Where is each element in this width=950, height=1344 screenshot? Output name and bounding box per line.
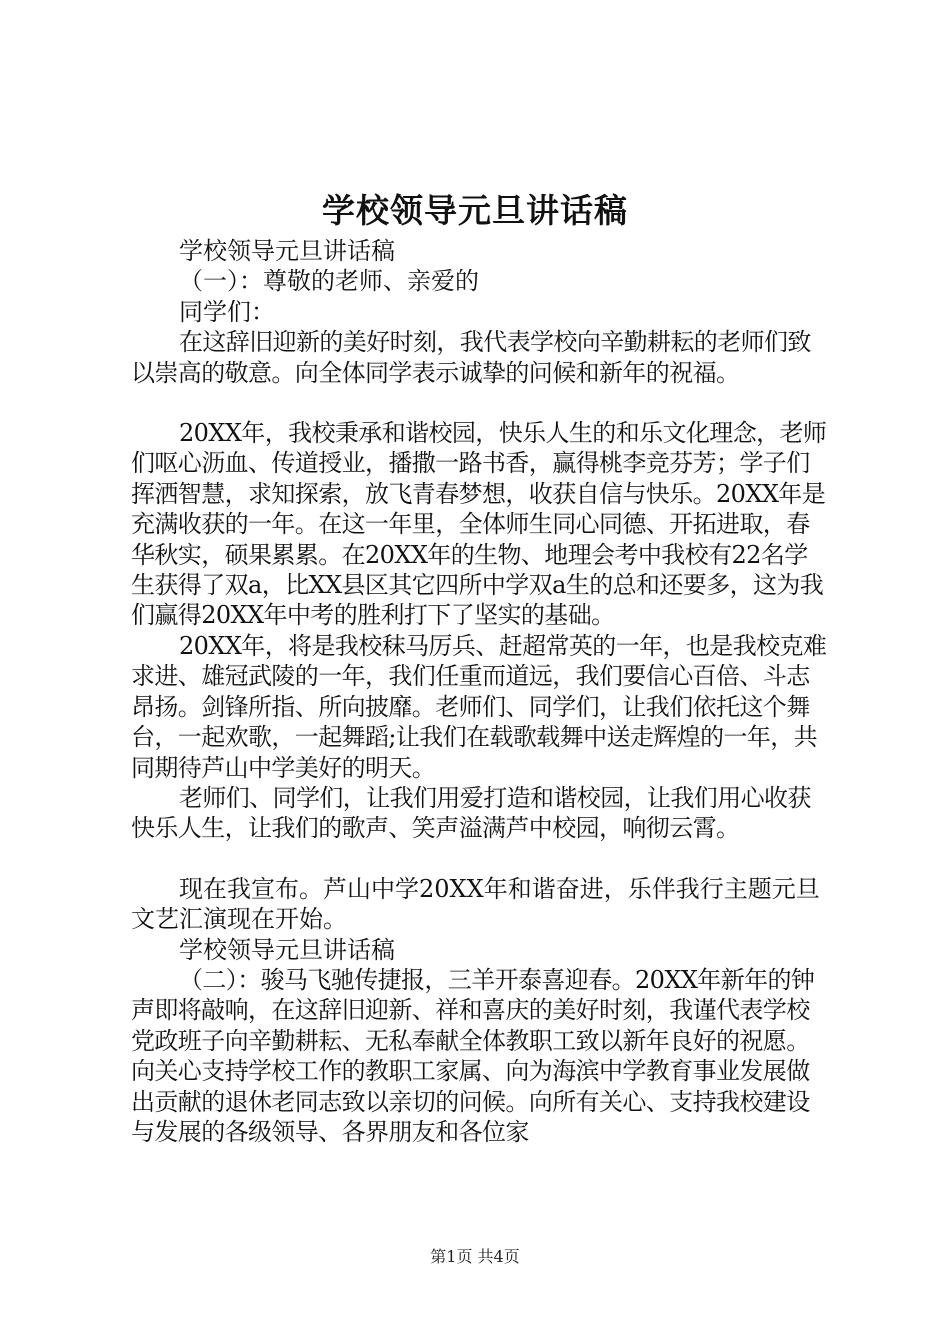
salutation-paragraph: 同学们： [179, 297, 275, 326]
page-number-footer: 第1页 共4页 [430, 1247, 520, 1266]
section-one-heading: （一）：尊敬的老师、亲爱的 [179, 267, 479, 296]
paragraph-gap [131, 844, 831, 874]
body-paragraph: 20XX年，我校秉承和谐校园，快乐人生的和乐文化理念，老师们呕心沥血、传道授业，播撒一路书香，赢得桃李竞芬芳；学子们挥洒智慧，求知探索，放飞青春梦想，收获自信与快乐。20XX年是充满收获的一年。在这一年里，全体师生同心同德、开拓进取，春华秋实，硕果累累。在20XX年的生物、地理会考中我校有22名学生获得了双a，比XX县区其它四所中学双a生的总和还要多，这为我们赢得20XX年中考的胜利打下了坚实的基础。 [131, 419, 827, 630]
section-two-paragraph: （二）：骏马飞驰传捷报，三羊开泰喜迎春。20XX年新年的钟声即将敲响，在这辞旧迎新、祥和喜庆的美好时刻，我谨代表学校党政班子向辛勤耕耘、无私奉献全体教职工致以新年良好的祝愿。向关心支持学校工作的教职工家属、向为海滨中学教育事业发展做出贡献的退休老同志致以亲切的问候。向所有关心、支持我校建设与发展的各级领导、各界朋友和各位家 [131, 965, 815, 1146]
subtitle-paragraph: 学校领导元旦讲话稿 [179, 935, 395, 964]
body-paragraph: 老师们、同学们，让我们用爱打造和谐校园，让我们用心收获快乐人生，让我们的歌声、笑声溢满芦中校园，响彻云霄。 [131, 783, 811, 843]
document-body [131, 236, 831, 1147]
document-title: 学校领导元旦讲话稿 [322, 191, 628, 230]
paragraph-gap [131, 388, 831, 418]
body-paragraph: 现在我宣布。芦山中学20XX年和谐奋进，乐伴我行主题元旦文艺汇演现在开始。 [131, 874, 820, 934]
body-paragraph: 在这辞旧迎新的美好时刻，我代表学校向辛勤耕耘的老师们致以崇高的敬意。向全体同学表示诚挚的问候和新年的祝福。 [131, 328, 811, 387]
subtitle-paragraph: 学校领导元旦讲话稿 [179, 237, 395, 265]
body-paragraph: 20XX年，将是我校秣马厉兵、赶超常英的一年，也是我校克难求进、雄冠武陵的一年，我们任重而道远，我们要信心百倍、斗志昂扬。剑锋所指、所向披靡。老师们、同学们，让我们依托这个舞台，一起欢歌，一起舞蹈;让我们在载歌载舞中送走辉煌的一年，共同期待芦山中学美好的明天。 [131, 631, 827, 782]
